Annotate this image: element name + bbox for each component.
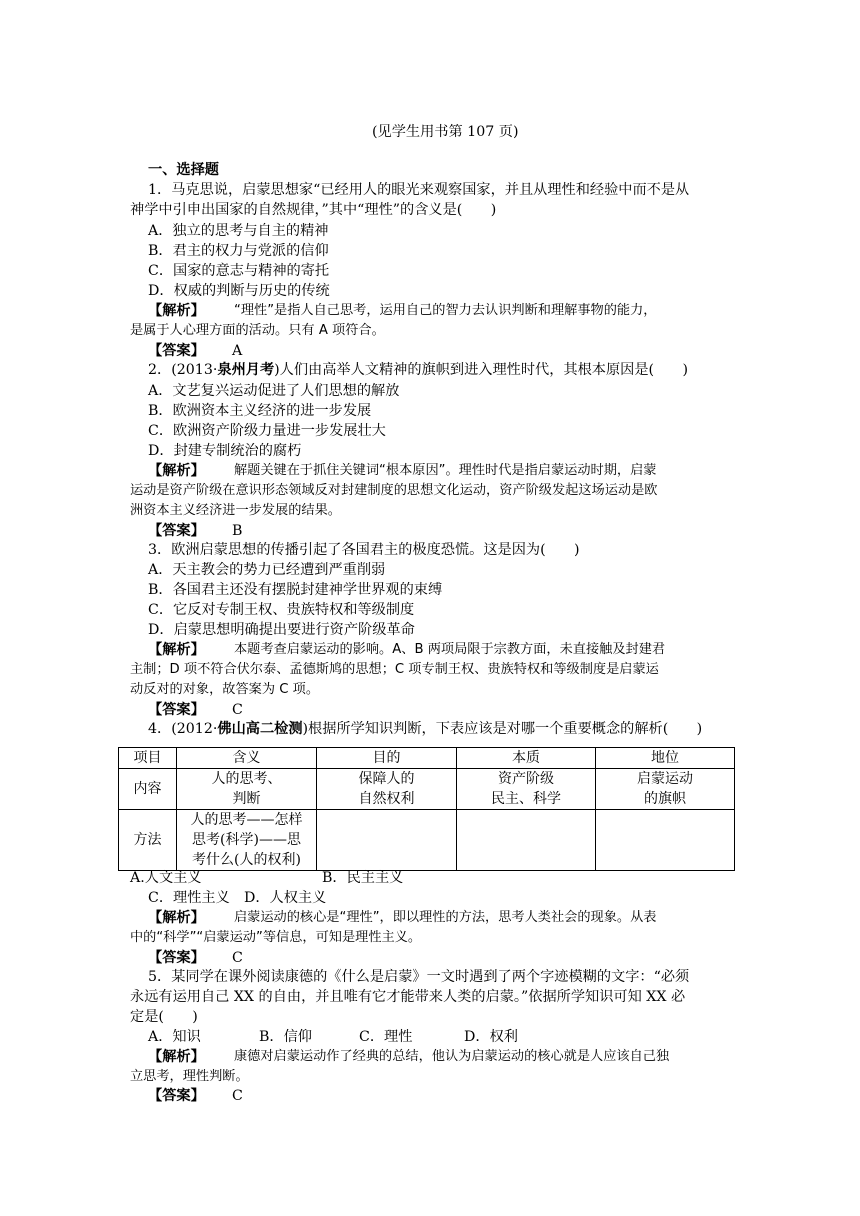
q2-option-c: C．欧洲资产阶级力量进一步发展壮大	[148, 423, 386, 439]
table-cell	[177, 769, 317, 810]
q2-analysis-line1: 解题关键在于抓住关键词“根本原因”。理性时代是指启蒙运动时期，启蒙	[234, 463, 657, 478]
q4-analysis-label: 【解析】	[148, 910, 205, 926]
q3-option-c: C．它反对专制王权、贵族特权和等级制度	[148, 602, 415, 618]
q4-option-b: B．民主主义	[322, 870, 404, 886]
section-heading: 一、选择题	[148, 162, 219, 178]
q4-answer-label: 【答案】	[148, 950, 205, 966]
q1-option-d: D．权威的判断与历史的传统	[148, 283, 330, 299]
table-cell	[596, 810, 735, 871]
q4-stem	[148, 719, 702, 739]
q2-stem-text: )人们由高举人文精神的旗帜到进入理性时代，其根本原因是( )	[274, 362, 688, 378]
q4-source: 佛山高二检测	[217, 721, 303, 737]
q5-stem-line1: 5．某同学在课外阅读康德的《什么是启蒙》一文时遇到了两个字迹模糊的文字：“必须	[148, 969, 690, 985]
q4-stem-prefix: 4．(2012·	[148, 721, 218, 737]
q2-stem	[148, 360, 688, 380]
q1-option-c: C．国家的意志与精神的寄托	[148, 263, 330, 279]
q5-analysis-label: 【解析】	[148, 1049, 205, 1065]
q3-analysis-line1: 本题考查启蒙运动的影响。A、B 两项局限于宗教方面，未直接触及封建君	[234, 642, 666, 657]
q2-answer: B	[232, 523, 243, 539]
q5-analysis-line2: 立思考，理性判断。	[130, 1069, 249, 1084]
cell-line: 思考(科学)——思	[192, 832, 301, 848]
header-cell: 项目	[119, 748, 177, 769]
cell-line: 人的思考——怎样	[190, 812, 303, 828]
q4-stem-text: )根据所学知识判断，下表应该是对哪一个重要概念的解析( )	[302, 721, 703, 737]
row-label: 内容	[119, 769, 177, 810]
q3-option-b: B．各国君主还没有摆脱封建神学世界观的束缚	[148, 582, 443, 598]
table-header-row	[119, 748, 735, 769]
q5-analysis-line1: 康德对启蒙运动作了经典的总结，他认为启蒙运动的核心就是人应该自己独	[234, 1049, 670, 1064]
q1-option-a: A．独立的思考与自主的精神	[148, 223, 329, 239]
q3-option-a: A．天主教会的势力已经遭到严重削弱	[148, 562, 386, 578]
q5-stem-line3: 定是( )	[130, 1009, 198, 1025]
q3-analysis-label: 【解析】	[148, 642, 205, 658]
q3-analysis-line3: 动反对的对象，故答案为 C 项。	[130, 682, 320, 697]
header-cell: 目的	[317, 748, 457, 769]
q5-stem-line2: 永远有运用自己 XX 的自由，并且唯有它才能带来人类的启蒙。”依据所学知识可知 XX 必	[130, 989, 686, 1005]
q4-answer: C	[232, 950, 243, 966]
row-label: 方法	[119, 810, 177, 871]
cell-line: 考什么(人的权利)	[192, 852, 301, 868]
q3-analysis-line2: 主制；D 项不符合伏尔泰、孟德斯鸠的思想；C 项专制王权、贵族特权和等级制度是启蒙运	[130, 662, 659, 677]
q3-answer-label: 【答案】	[148, 702, 205, 718]
cell-line: 判断	[232, 791, 261, 807]
table-cell	[317, 810, 457, 871]
q2-option-d: D．封建专制统治的腐朽	[148, 443, 302, 459]
q2-analysis-line2: 运动是资产阶级在意识形态领域反对封建制度的思想文化运动，资产阶级发起这场运动是欧	[130, 483, 658, 498]
q3-option-d: D．启蒙思想明确提出要进行资产阶级革命	[148, 622, 415, 638]
q1-analysis-label: 【解析】	[148, 303, 205, 319]
table-cell	[457, 769, 596, 810]
q4-option-cd: C．理性主义 D．人权主义	[148, 890, 327, 906]
header-cell: 本质	[457, 748, 596, 769]
q1-answer: A	[232, 343, 243, 359]
q2-analysis-label: 【解析】	[148, 463, 205, 479]
q1-stem-line2: 神学中引申出国家的自然规律，”其中“理性”的含义是( )	[130, 202, 497, 218]
q4-analysis-line1: 启蒙运动的核心是“理性”，即以理性的方法，思考人类社会的现象。从表	[234, 910, 657, 925]
cell-line: 的旗帜	[644, 791, 686, 807]
cell-line: 保障人的	[358, 771, 415, 787]
q1-analysis-line1: “理性”是指人自己思考，运用自己的智力去认识判断和理解事物的能力，	[234, 303, 657, 318]
q1-option-b: B．君主的权力与党派的信仰	[148, 243, 329, 259]
q2-analysis-line3: 洲资本主义经济进一步发展的结果。	[130, 503, 341, 518]
q5-option-b: B．信仰	[259, 1029, 312, 1045]
concept-table	[118, 747, 735, 871]
q2-option-b: B．欧洲资本主义经济的进一步发展	[148, 403, 372, 419]
q4-option-a: A.人文主义	[130, 870, 202, 886]
q1-answer-label: 【答案】	[148, 343, 205, 359]
q3-answer: C	[232, 702, 243, 718]
q2-stem-prefix: 2．(2013·	[148, 362, 218, 378]
q2-source: 泉州月考	[217, 362, 275, 378]
q5-answer-label: 【答案】	[148, 1088, 205, 1104]
cell-line: 人的思考、	[211, 771, 282, 787]
cell-line: 启蒙运动	[637, 771, 693, 787]
cell-line: 自然权利	[358, 791, 415, 807]
table-cell	[177, 810, 317, 871]
cell-line: 民主、科学	[491, 791, 561, 807]
q1-analysis-line2: 是属于人心理方面的活动。只有 A 项符合。	[130, 323, 385, 338]
q2-answer-label: 【答案】	[148, 523, 205, 539]
table-row	[119, 769, 735, 810]
table-cell	[596, 769, 735, 810]
q5-option-a: A．知识	[148, 1029, 201, 1045]
table-row	[119, 810, 735, 871]
header-cell: 地位	[596, 748, 735, 769]
cell-line: 资产阶级	[498, 771, 554, 787]
q5-answer: C	[232, 1088, 243, 1104]
q5-option-d: D．权利	[464, 1029, 518, 1045]
q5-option-c: C．理性	[359, 1029, 413, 1045]
q2-option-a: A．文艺复兴运动促进了人们思想的解放	[148, 383, 400, 399]
header-cell: 含义	[177, 748, 317, 769]
q1-stem-line1: 1．马克思说，启蒙思想家“已经用人的眼光来观察国家，并且从理性和经验中而不是从	[148, 182, 690, 198]
page-reference: (见学生用书第 107 页)	[372, 124, 519, 140]
q4-analysis-line2: 中的“科学”“启蒙运动”等信息，可知是理性主义。	[130, 930, 422, 945]
table-cell	[317, 769, 457, 810]
table-cell	[457, 810, 596, 871]
q3-stem: 3．欧洲启蒙思想的传播引起了各国君主的极度恐慌。这是因为( )	[148, 542, 580, 558]
